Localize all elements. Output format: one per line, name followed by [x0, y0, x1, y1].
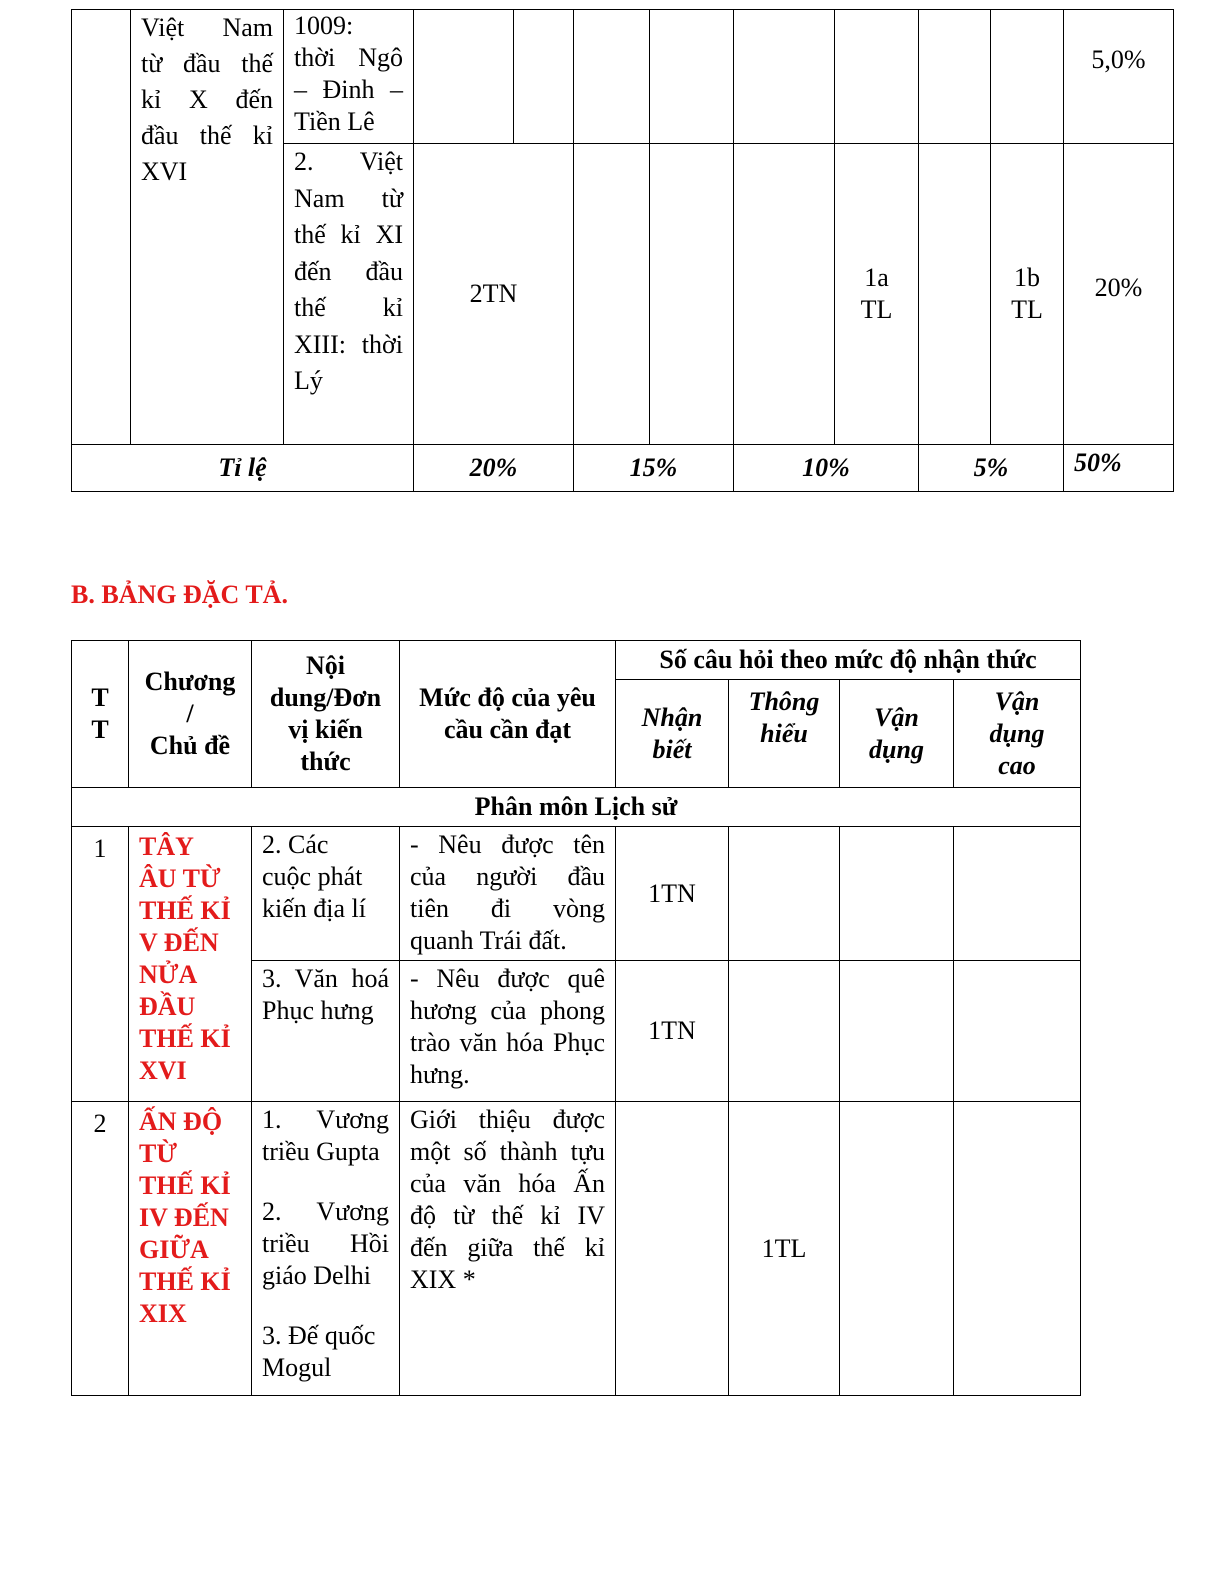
- header-line: cầu cần đạt: [443, 715, 572, 744]
- unit-line: 2. Vương: [262, 1197, 389, 1226]
- ratio-understand: 15%: [574, 445, 734, 492]
- empty-cell: [954, 961, 1081, 1102]
- requirement-line: trào văn hóa Phục: [410, 1028, 605, 1057]
- header-line: cao: [998, 750, 1036, 780]
- recognize-cell: 1TN: [616, 827, 729, 961]
- chapter-line: THẾ KỈ: [139, 1024, 231, 1053]
- header-line: dung/Đơn: [269, 683, 382, 712]
- unit-cell: [284, 10, 414, 144]
- requirement-line: đến giữa thế kỉ: [410, 1233, 605, 1262]
- ratio-recognize: 20%: [414, 445, 574, 492]
- unit-line: kiến địa lí: [262, 894, 366, 923]
- percent-cell: 20%: [1064, 144, 1174, 445]
- percent-cell: 5,0%: [1064, 10, 1174, 144]
- header-line: Nhận: [641, 702, 703, 732]
- empty-cell: [835, 10, 919, 144]
- header-line: T: [91, 683, 109, 712]
- chapter-line: THẾ KỈ: [139, 1267, 231, 1296]
- requirement-line: - Nêu được quê: [410, 964, 605, 993]
- chapter-title: [129, 1102, 252, 1396]
- header-line: thức: [300, 747, 351, 776]
- header-line: Vận: [874, 702, 919, 732]
- empty-cell: [514, 10, 574, 144]
- requirement-line: Giới thiệu được: [410, 1105, 605, 1134]
- chapter-line: THẾ KỈ: [139, 896, 231, 925]
- empty-cell: [734, 144, 835, 445]
- header-apply-high: [954, 680, 1081, 788]
- chapter-line: GIỮA: [139, 1235, 209, 1264]
- requirement-line: tiên đi vòng: [410, 894, 605, 923]
- header-line: hiểu: [760, 719, 808, 748]
- section-b-heading: B. BẢNG ĐẶC TẢ.: [71, 580, 288, 609]
- empty-cell: [650, 144, 734, 445]
- empty-cell: [919, 10, 991, 144]
- understand-cell: 1TL: [729, 1102, 840, 1396]
- chapter-line: TÂY: [139, 832, 194, 861]
- header-content: [252, 641, 400, 788]
- header-line: dụng: [989, 718, 1045, 748]
- empty-cell: [991, 10, 1064, 144]
- requirement-cell: [400, 1102, 616, 1396]
- unit-line: 2. Việt: [294, 147, 403, 176]
- unit-line: triều Hồi: [262, 1229, 389, 1258]
- apply-tl-line: 1a: [864, 263, 889, 292]
- header-line: Nội: [306, 651, 345, 680]
- unit-line: – Đinh –: [294, 75, 403, 104]
- header-chapter: [129, 641, 252, 788]
- row-number: 1: [72, 827, 129, 1102]
- requirement-cell: [400, 961, 616, 1102]
- header-levels-title: Số câu hỏi theo mức độ nhận thức: [616, 641, 1081, 680]
- unit-line: 3. Văn hoá: [262, 964, 389, 993]
- empty-cell: [414, 10, 514, 144]
- chapter-line: XVI: [141, 157, 188, 186]
- apply-high-tl-line: 1b: [1014, 263, 1040, 292]
- ratio-apply-high: 5%: [919, 445, 1064, 492]
- unit-line: triều Gupta: [262, 1137, 380, 1166]
- header-line: T: [91, 715, 109, 744]
- unit-line: XIII: thời: [294, 329, 403, 359]
- requirement-line: một số thành tựu: [410, 1137, 605, 1166]
- header-line: Chương: [144, 667, 236, 696]
- row-number: 2: [72, 1102, 129, 1396]
- empty-cell: [954, 827, 1081, 961]
- unit-line: 2. Các: [262, 830, 329, 859]
- unit-cell: [252, 827, 400, 961]
- requirement-line: của người đầu: [410, 862, 605, 891]
- empty-cell: [616, 1102, 729, 1396]
- requirement-cell: [400, 827, 616, 961]
- requirement-line: - Nêu được tên: [410, 830, 605, 859]
- requirement-line: độ từ thế kỉ IV: [410, 1201, 605, 1230]
- empty-cell: [574, 10, 650, 144]
- requirement-line: của văn hóa Ấn: [410, 1169, 605, 1198]
- header-line: vị kiến: [288, 715, 363, 744]
- recognize-cell: 1TN: [616, 961, 729, 1102]
- chapter-line: XVI: [139, 1056, 187, 1085]
- chapter-cell: [131, 10, 284, 445]
- ratio-apply: 10%: [734, 445, 919, 492]
- header-line: Mức độ của yêu: [419, 683, 596, 712]
- unit-line: Mogul: [262, 1353, 332, 1382]
- unit-spacer: [262, 1292, 389, 1320]
- empty-cell: [729, 961, 840, 1102]
- unit-line: thế kỉ: [294, 293, 403, 322]
- header-line: /: [186, 699, 194, 728]
- unit-line: đến đầu: [294, 256, 403, 286]
- unit-line: cuộc phát: [262, 862, 363, 891]
- unit-line: 1. Vương: [262, 1105, 389, 1134]
- empty-cell: [840, 827, 954, 961]
- empty-cell: [840, 961, 954, 1102]
- header-line: Chủ đề: [149, 731, 231, 760]
- matrix-table-continuation: [71, 9, 1174, 492]
- unit-line: 1009:: [294, 11, 354, 40]
- ratio-label: Tỉ lệ: [72, 445, 414, 492]
- apply-high-tl-line: TL: [1011, 295, 1043, 324]
- header-line: Vận: [994, 686, 1040, 716]
- subject-row: Phân môn Lịch sử: [72, 788, 1081, 827]
- unit-line: Lý: [294, 366, 323, 395]
- ratio-row: [72, 445, 1174, 492]
- chapter-line: NỬA: [139, 960, 198, 989]
- requirement-line: hưng.: [410, 1060, 470, 1089]
- unit-line: thời Ngô: [294, 43, 403, 72]
- chapter-line: ÂU TỪ: [139, 864, 221, 893]
- empty-cell: [729, 827, 840, 961]
- chapter-title: [129, 827, 252, 1102]
- header-recognize: [616, 680, 729, 788]
- unit-line: Tiền Lê: [294, 107, 375, 136]
- empty-cell: [954, 1102, 1081, 1396]
- unit-line: 3. Đế quốc: [262, 1321, 376, 1350]
- header-line: Thông: [748, 687, 820, 716]
- unit-cell: [252, 961, 400, 1102]
- apply-tl-line: TL: [860, 295, 893, 324]
- chapter-line: Việt Nam: [141, 13, 273, 42]
- chapter-line: IV ĐẾN: [139, 1203, 229, 1232]
- empty-cell: [650, 10, 734, 144]
- chapter-line: ẤN ĐỘ: [139, 1107, 223, 1136]
- header-requirement: [400, 641, 616, 788]
- chapter-line: kỉ X đến: [141, 85, 273, 114]
- empty-cell: [840, 1102, 954, 1396]
- apply-high-tl-cell: [991, 144, 1064, 445]
- chapter-line: TỪ: [139, 1139, 178, 1168]
- header-apply: [840, 680, 954, 788]
- unit-cell: [252, 1102, 400, 1396]
- ratio-total: 50%: [1064, 445, 1174, 492]
- unit-line: giáo Delhi: [262, 1261, 372, 1290]
- chapter-line: từ đầu thế: [141, 49, 273, 78]
- apply-tl-cell: [835, 144, 919, 445]
- unit-line: Nam từ: [294, 183, 403, 213]
- header-line: biết: [652, 734, 692, 764]
- chapter-line: đầu thế kỉ: [141, 121, 273, 150]
- requirement-line: XIX *: [410, 1265, 476, 1294]
- empty-cell: [574, 144, 650, 445]
- requirement-line: quanh Trái đất.: [410, 926, 567, 955]
- unit-line: Phục hưng: [262, 996, 374, 1025]
- recognize-tn-cell: 2TN: [414, 144, 574, 445]
- unit-spacer: [262, 1168, 389, 1196]
- specification-table: [71, 640, 1081, 1396]
- chapter-line: THẾ KỈ: [139, 1171, 231, 1200]
- unit-cell: [284, 144, 414, 445]
- empty-cell: [919, 144, 991, 445]
- header-tt: [72, 641, 129, 788]
- unit-line: thế kỉ XI: [294, 220, 403, 249]
- chapter-line: XIX: [139, 1299, 187, 1328]
- requirement-line: hương của phong: [410, 996, 605, 1025]
- chapter-line: ĐẦU: [139, 992, 196, 1021]
- header-understand: [729, 680, 840, 788]
- chapter-line: V ĐẾN: [139, 928, 219, 957]
- empty-cell: [734, 10, 835, 144]
- tt-cell: [72, 10, 131, 445]
- header-line: dụng: [869, 734, 924, 764]
